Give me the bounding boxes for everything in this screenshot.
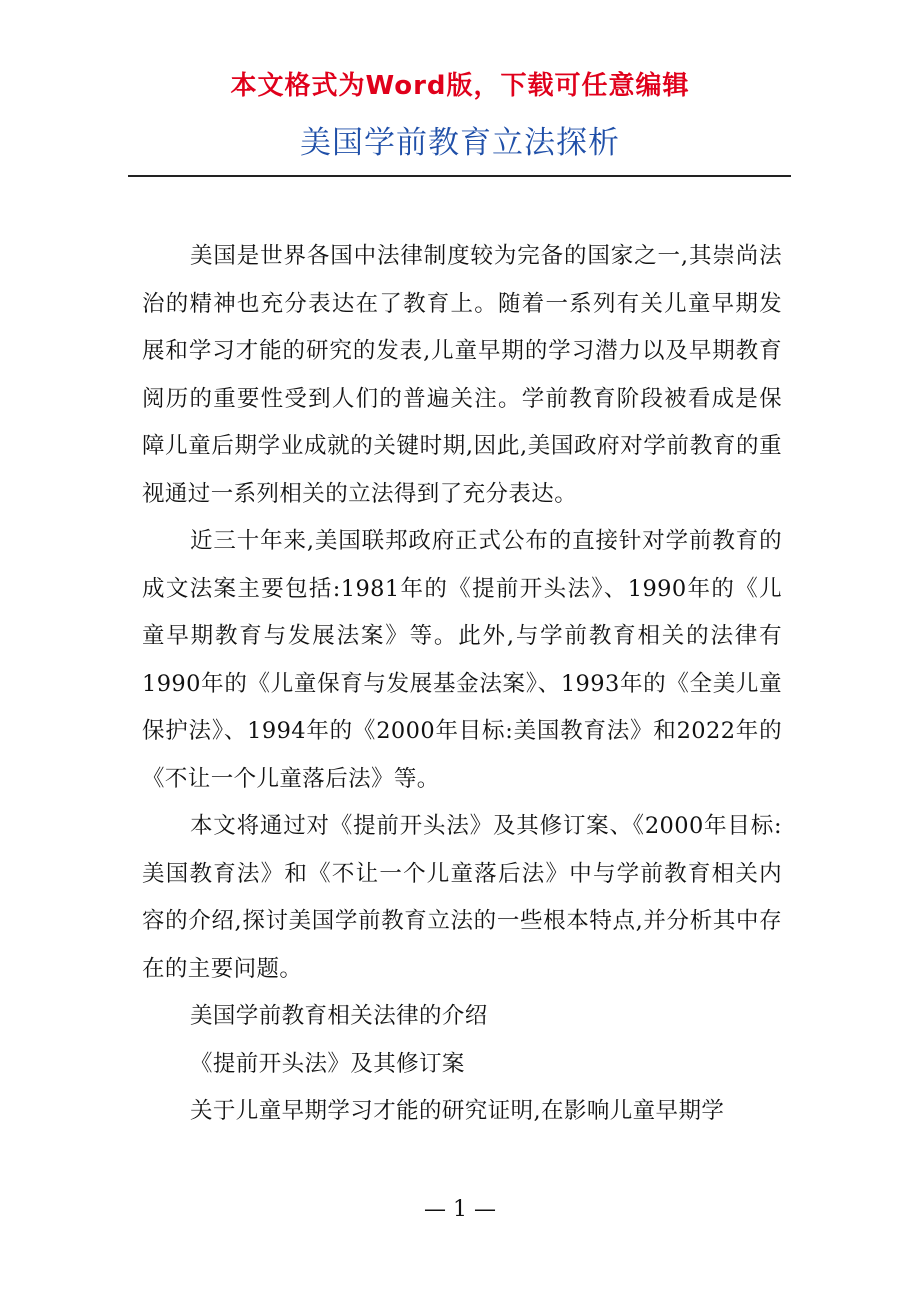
paragraph-laws-overview: 近三十年来,美国联邦政府正式公布的直接针对学前教育的成文法案主要包括:1981年的《提前开头法》、1990年的《儿童早期教育与发展法案》等。此外,与学前教育相关的法律有1990年的《儿童保育与发展基金法案》、1993年的《全美儿童保护法》、1994年的《2000年目标:美国教育法》和2022年的《不让一个儿童落后法》等。 (142, 528, 782, 792)
section-heading: 美国学前教育相关法律的介绍 (190, 1003, 488, 1029)
word-format-notice: 本文格式为Word版，下载可任意编辑 (230, 71, 690, 101)
document-title: 美国学前教育立法探析 (300, 125, 620, 161)
paragraph-research: 关于儿童早期学习才能的研究证明,在影响儿童早期学 (190, 1098, 725, 1124)
document-body (142, 233, 782, 1136)
page-number: — 1 — (424, 1197, 496, 1222)
paragraph-intro: 美国是世界各国中法律制度较为完备的国家之一,其崇尚法治的精神也充分表达在了教育上。随着一系列有关儿童早期发展和学习才能的研究的发表,儿童早期的学习潜力以及早期教育阅历的重要性受到人们的普遍关注。学前教育阶段被看成是保障儿童后期学业成就的关键时期,因此,美国政府对学前教育的重视通过一系列相关的立法得到了充分表达。 (142, 243, 782, 507)
subsection-heading: 《提前开头法》及其修订案 (190, 1050, 465, 1077)
title-divider (128, 175, 791, 177)
paragraph-article-scope: 本文将通过对《提前开头法》及其修订案、《2000年目标:美国教育法》和《不让一个儿童落后法》中与学前教育相关内容的介绍,探讨美国学前教育立法的一些根本特点,并分析其中存在的主要问题。 (142, 813, 782, 982)
